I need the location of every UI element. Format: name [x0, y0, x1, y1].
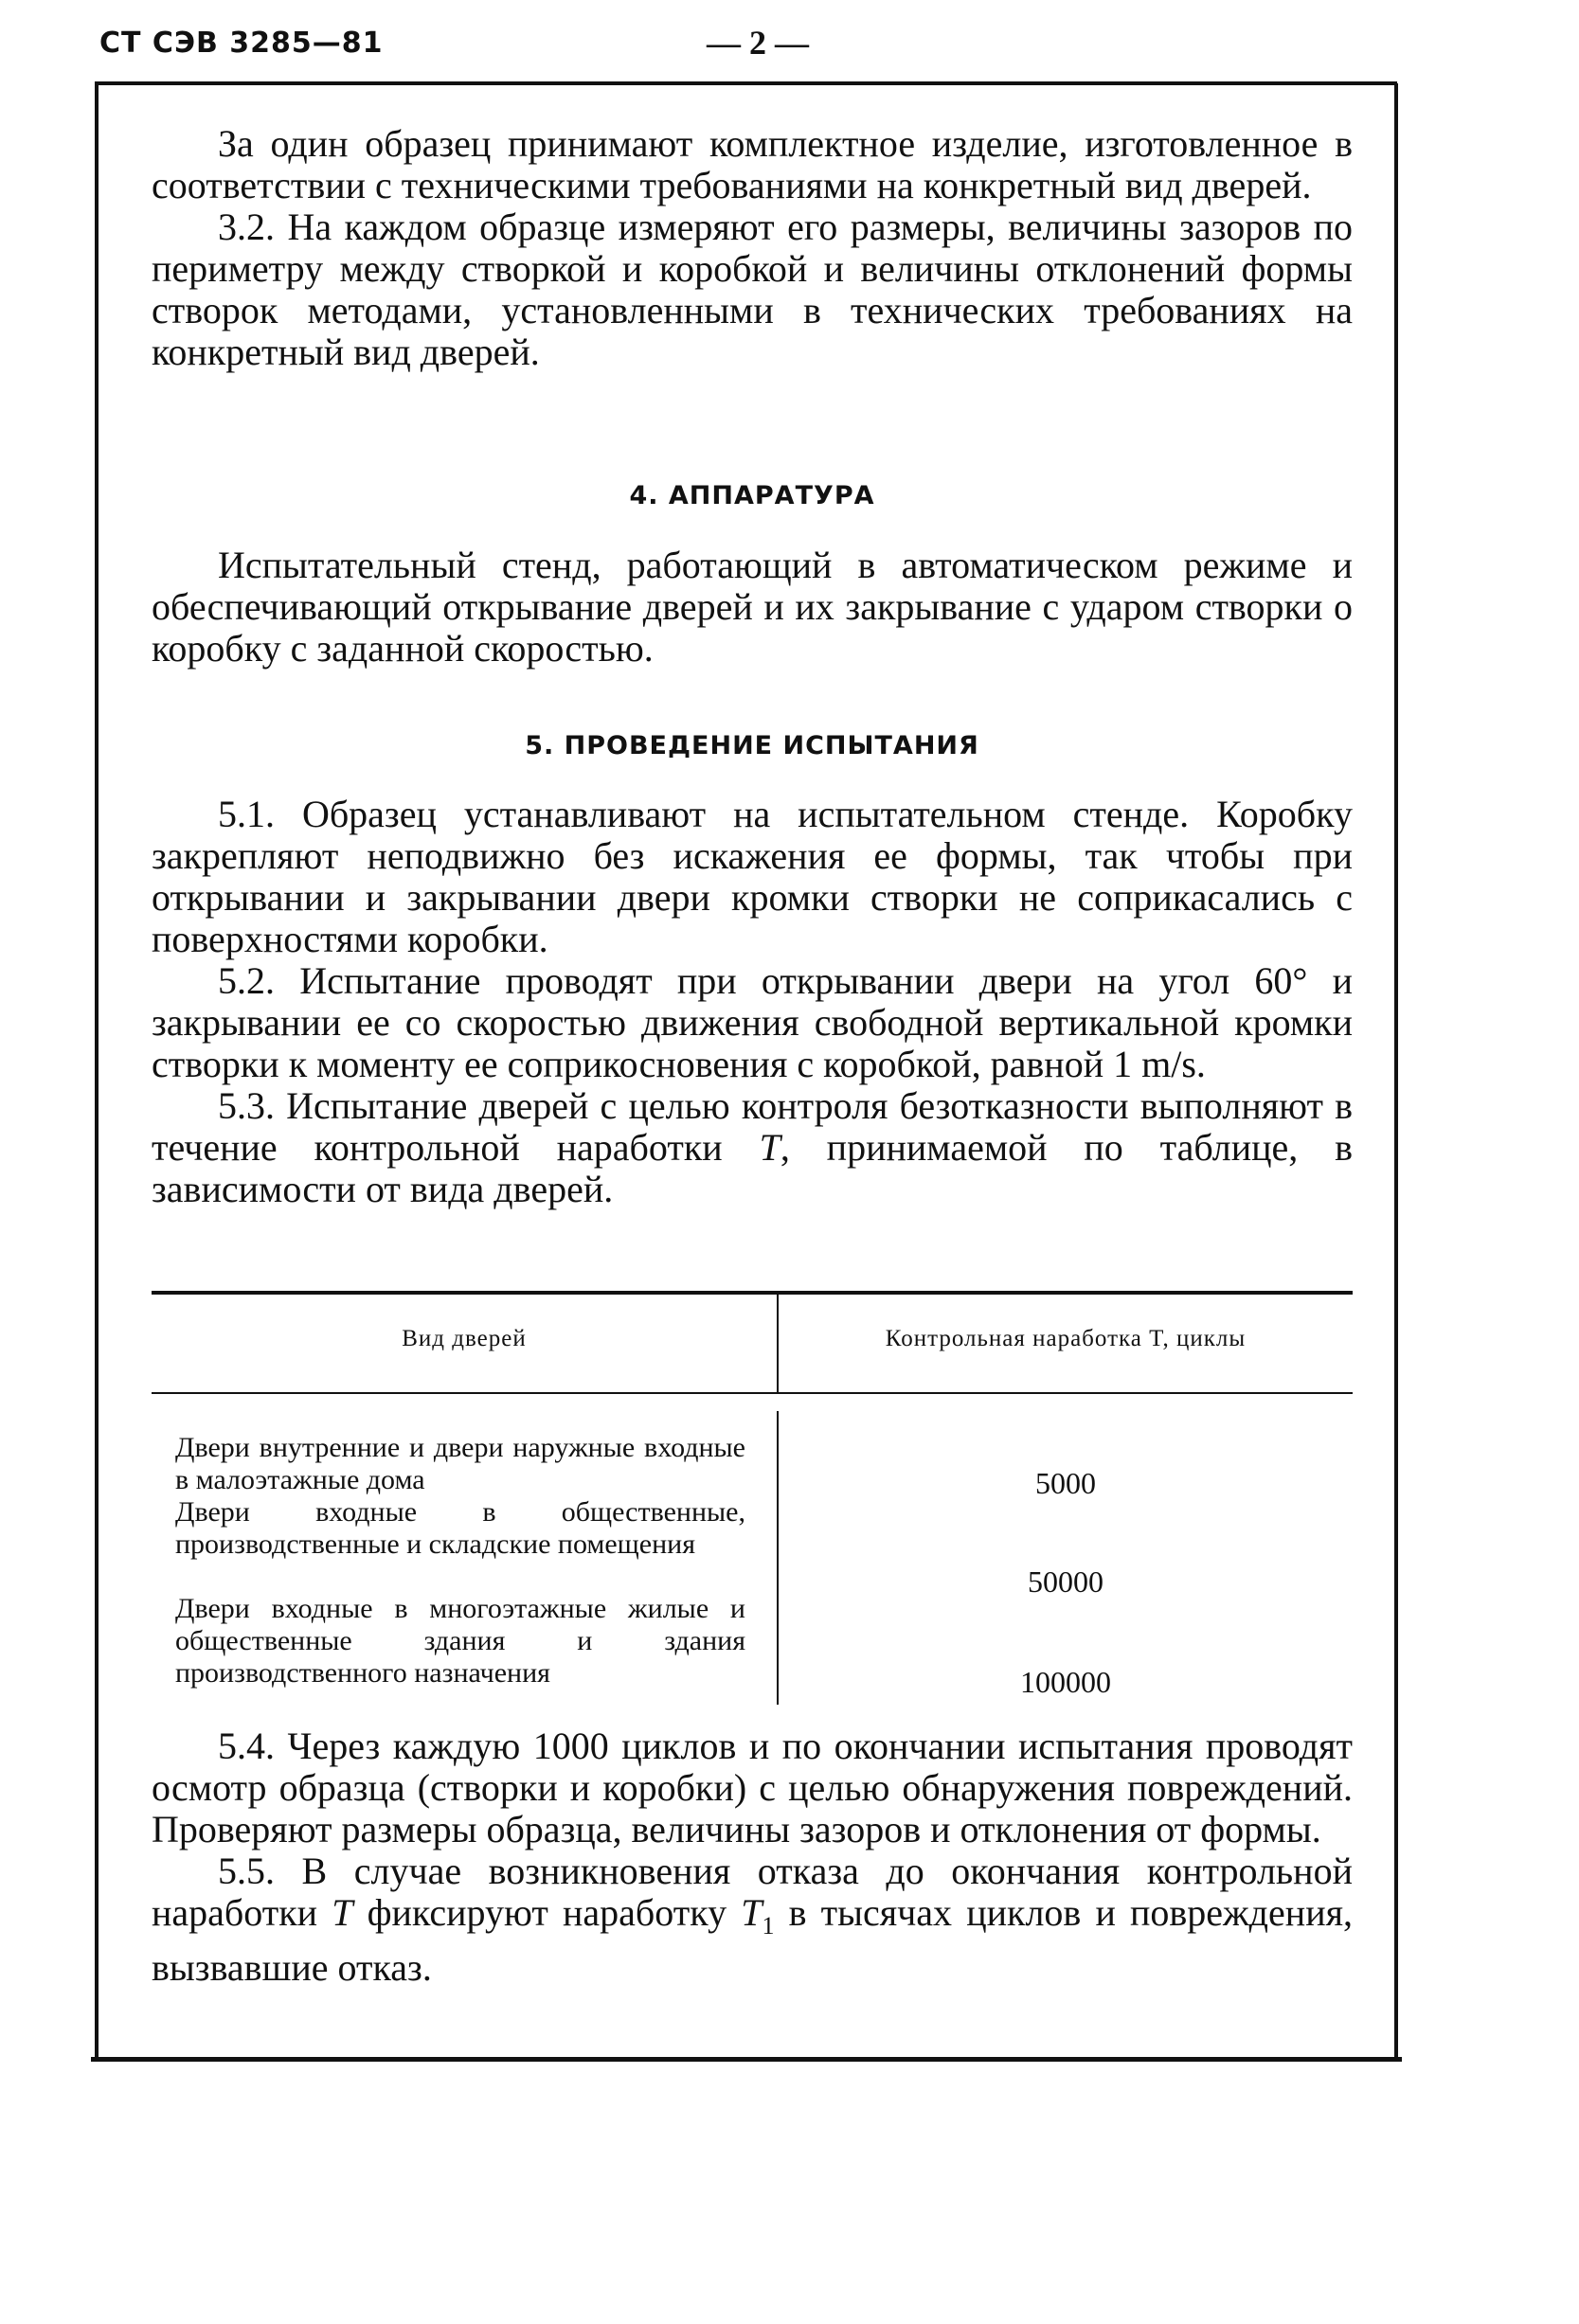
table-row-3-value: 100000 — [1020, 1665, 1111, 1699]
paragraph-5-3 — [152, 1085, 1353, 1210]
table-column-divider-body — [777, 1411, 779, 1705]
table-top-rule — [152, 1291, 1353, 1295]
page-number: — 2 — — [707, 24, 809, 62]
frame-right-rule — [1394, 83, 1398, 2057]
table-row-1-value: 5000 — [1035, 1466, 1096, 1500]
paragraph-5-5-text-b: фиксируют наработку — [352, 1891, 742, 1934]
paragraph-3-2: 3.2. На каждом образце измеряют его размеры, величины зазоров по периметру между створкой и коробкой и величины отклонений формы створок методами, установленными в технических требованиях на конкретный вид дверей. — [152, 206, 1353, 373]
table-header-door-type: Вид дверей — [402, 1326, 527, 1351]
table-row-2-value: 50000 — [1028, 1564, 1104, 1599]
table-header-rule — [152, 1392, 1353, 1394]
table-cell-text: Двери входные в общественные, производственные и складские помещения — [175, 1496, 745, 1560]
subscript-1: 1 — [762, 1912, 775, 1940]
table-header-control-runtime: Контрольная наработка T, циклы — [885, 1326, 1247, 1351]
table-row-2-kind — [175, 1496, 745, 1561]
paragraph-5-3-text-a: 5.3. Испытание дверей с целью контроля безотказности выполняют в течение контрольной наработки — [152, 1084, 1353, 1169]
frame-bottom-rule — [91, 2057, 1402, 2062]
section3-continuation — [152, 123, 1353, 373]
paragraph-5-5-text-c: в тысячах циклов и повреждения, вызвавшие отказ. — [152, 1891, 1353, 1989]
table-row-1-kind — [175, 1432, 745, 1496]
paragraph-5-5 — [152, 1850, 1353, 1989]
paragraph-5-5-text-a: 5.5. В случае возникновения отказа до окончания контрольной наработки — [152, 1850, 1353, 1934]
section5-heading: 5. ПРОВЕДЕНИЕ ИСПЫТАНИЯ — [525, 731, 979, 760]
symbol-T: T — [759, 1126, 781, 1169]
symbol-T: T — [332, 1891, 353, 1934]
section4-body — [152, 545, 1353, 670]
section4-heading: 4. АППАРАТУРА — [629, 481, 875, 510]
symbol-T1: T — [741, 1891, 763, 1934]
paragraph-sample-definition: За один образец принимают комплектное изделие, изготовленное в соответствии с техническими требованиями на конкретный вид дверей. — [152, 122, 1353, 206]
section5-body-bottom — [152, 1725, 1353, 1989]
paragraph-apparatus: Испытательный стенд, работающий в автоматическом режиме и обеспечивающий открывание дверей и их закрывание с ударом створки о коробку с заданной скоростью. — [152, 544, 1353, 670]
paragraph-5-2: 5.2. Испытание проводят при открывании двери на угол 60° и закрывании ее со скоростью движения свободной вертикальной кромки створки к моменту ее соприкосновения с коробкой, равной 1 m/s. — [152, 959, 1353, 1085]
table-cell-text: Двери внутренние и двери наружные входные в малоэтажные дома — [175, 1432, 745, 1495]
frame-top-rule — [95, 81, 1397, 85]
paragraph-5-3-text-b: , принимаемой по таблице, в зависимости от вида дверей. — [152, 1126, 1354, 1210]
table-row-3-kind — [175, 1593, 745, 1689]
table-cell-text: Двери входные в многоэтажные жилые и общественные здания и здания производственного назначения — [175, 1593, 745, 1689]
document-code: СТ СЭВ 3285—81 — [99, 27, 384, 60]
paragraph-5-1: 5.1. Образец устанавливают на испытательном стенде. Коробку закрепляют неподвижно без искажения ее формы, так чтобы при открывании и закрывании двери кромки створки не соприкасались с поверхностями коробки. — [152, 793, 1353, 960]
section5-body-top — [152, 794, 1353, 1210]
frame-left-rule — [95, 83, 99, 2057]
paragraph-5-4: 5.4. Через каждую 1000 циклов и по окончании испытания проводят осмотр образца (створки и коробки) с целью обнаружения повреждений. Проверяют размеры образца, величины зазоров и отклонения от формы. — [152, 1725, 1353, 1850]
